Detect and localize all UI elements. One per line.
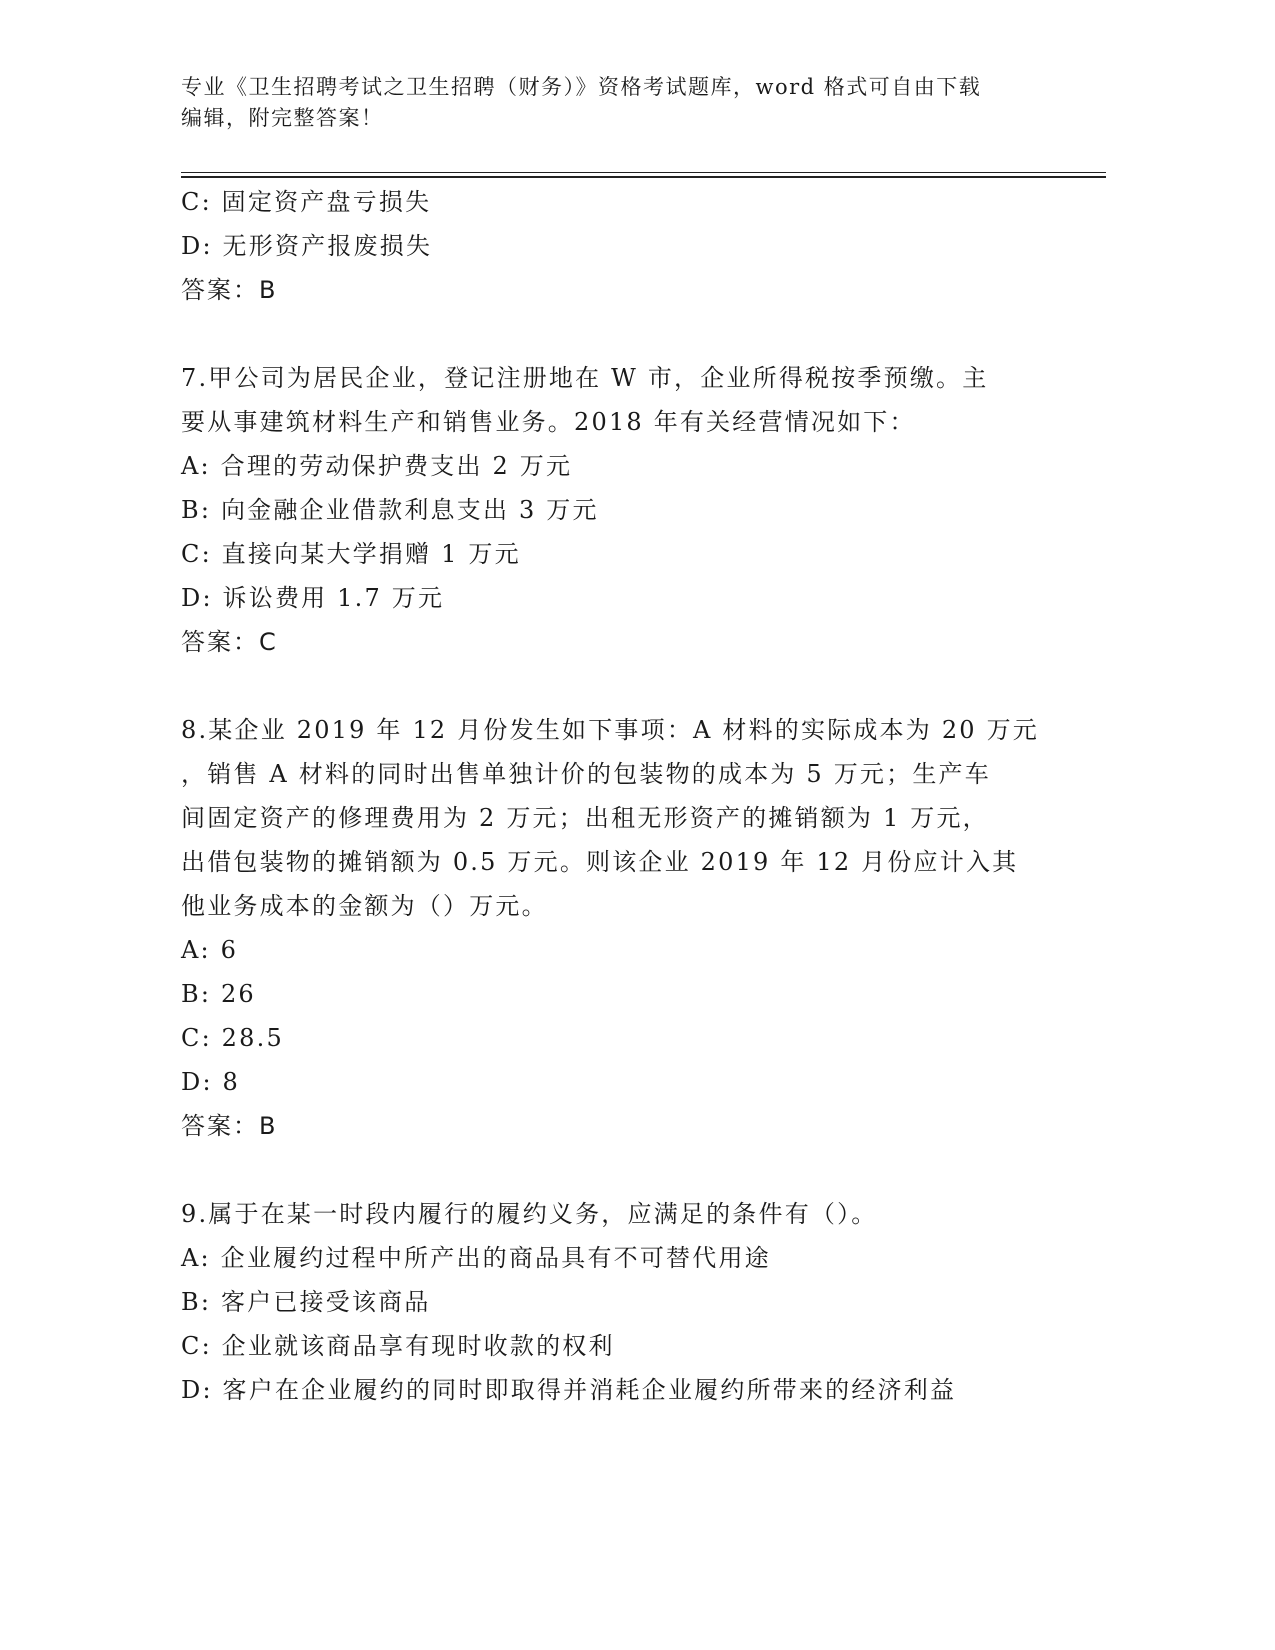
option-b: B: 26 — [181, 980, 256, 1008]
question-text-line: 他业务成本的金额为（）万元。 — [181, 892, 548, 920]
question-text-line: 9.属于在某一时段内履行的履约义务，应满足的条件有（）。 — [181, 1200, 878, 1228]
answer-line: 答案：C — [181, 628, 278, 656]
question-6-tail — [181, 180, 1081, 312]
option-b: B: 向金融企业借款利息支出 3 万元 — [181, 496, 599, 524]
option-b: B: 客户已接受该商品 — [181, 1288, 431, 1316]
question-text-line: 要从事建筑材料生产和销售业务。2018 年有关经营情况如下： — [181, 408, 916, 436]
document-header — [181, 72, 1061, 134]
option-a: A: 企业履约过程中所产出的商品具有不可替代用途 — [181, 1244, 771, 1272]
spacer — [181, 312, 1081, 356]
option-d: D: 客户在企业履约的同时即取得并消耗企业履约所带来的经济利益 — [181, 1376, 957, 1404]
question-text-line: 出借包装物的摊销额为 0.5 万元。则该企业 2019 年 12 月份应计入其 — [181, 848, 1019, 876]
option-c: C: 直接向某大学捐赠 1 万元 — [181, 540, 521, 568]
spacer — [181, 664, 1081, 708]
option-d: D: 无形资产报废损失 — [181, 232, 433, 260]
header-rule-thin — [181, 172, 1106, 173]
question-text-line: 7.甲公司为居民企业，登记注册地在 W 市，企业所得税按季预缴。主 — [181, 364, 989, 392]
question-text-line: 8.某企业 2019 年 12 月份发生如下事项：A 材料的实际成本为 20 万元 — [181, 716, 1039, 744]
spacer — [181, 1148, 1081, 1192]
question-9 — [181, 1192, 1081, 1412]
question-8 — [181, 708, 1081, 1148]
option-c: C: 企业就该商品享有现时收款的权利 — [181, 1332, 615, 1360]
option-c: C: 固定资产盘亏损失 — [181, 188, 432, 216]
option-d: D: 8 — [181, 1068, 241, 1096]
header-rule-thick — [181, 176, 1106, 178]
header-line-1: 专业《卫生招聘考试之卫生招聘（财务）》资格考试题库，word 格式可自由下载 — [181, 75, 982, 99]
question-text-line: 间固定资产的修理费用为 2 万元；出租无形资产的摊销额为 1 万元， — [181, 804, 989, 832]
answer-line: 答案：B — [181, 276, 278, 304]
question-7 — [181, 356, 1081, 664]
option-c: C: 28.5 — [181, 1024, 284, 1052]
option-a: A: 合理的劳动保护费支出 2 万元 — [181, 452, 573, 480]
option-a: A: 6 — [181, 936, 239, 964]
question-text-line: ，销售 A 材料的同时出售单独计价的包装物的成本为 5 万元；生产车 — [181, 760, 991, 788]
answer-line: 答案：B — [181, 1112, 278, 1140]
option-d: D: 诉讼费用 1.7 万元 — [181, 584, 445, 612]
question-content — [181, 180, 1081, 1412]
header-line-2: 编辑，附完整答案！ — [181, 106, 384, 130]
